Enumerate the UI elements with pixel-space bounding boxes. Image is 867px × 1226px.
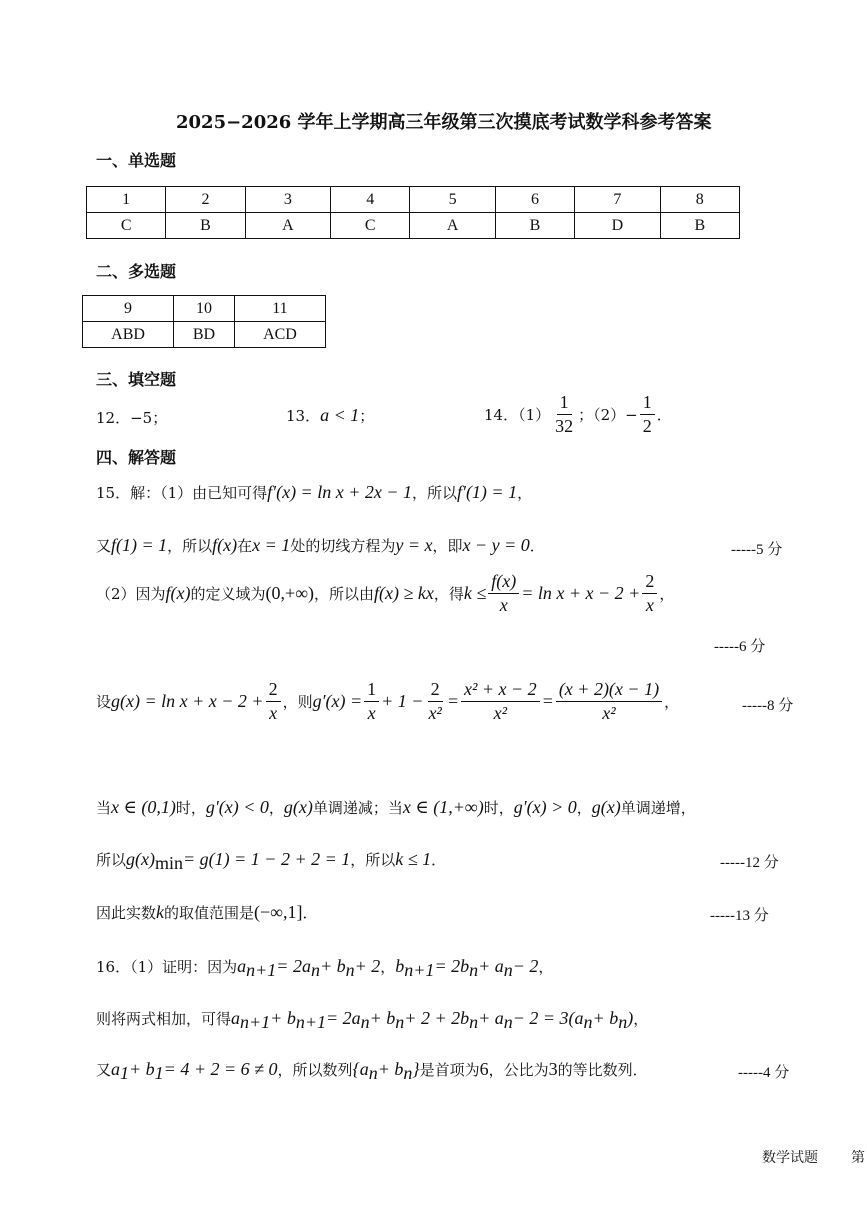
formula: y = x — [395, 535, 433, 555]
subscript: n — [618, 1012, 628, 1032]
score-mark: -----12 分 — [720, 855, 779, 871]
table-cell: B — [495, 213, 574, 239]
text: ， — [380, 958, 396, 976]
q15-line-7 — [96, 902, 318, 923]
text: 设 — [96, 692, 112, 711]
formula: {a — [352, 1059, 369, 1079]
fraction — [364, 679, 379, 723]
formula: + a — [478, 1008, 504, 1028]
answer-q13 — [286, 405, 374, 426]
formula: g′(x) > 0 — [513, 797, 577, 817]
section-solve: 四、解答题 — [96, 448, 177, 467]
subscript: n — [310, 960, 320, 980]
formula: x − y = 0 — [462, 535, 530, 555]
numerator: 2 — [642, 571, 657, 594]
table-cell: 9 — [83, 296, 174, 322]
text: 的取值范围是 — [164, 904, 255, 922]
numerator: 2 — [266, 679, 281, 702]
q14-end: ． — [656, 405, 672, 424]
answer-q12: 12．−5； — [96, 409, 168, 427]
formula: f(1) = 1 — [111, 535, 168, 555]
text: 15．解：（1）由已知可得 — [96, 484, 268, 502]
text: （2）因为 — [96, 584, 166, 603]
formula: + b — [129, 1059, 155, 1079]
formula: 6 — [479, 1059, 489, 1079]
section-fill-blank: 三、填空题 — [96, 370, 177, 389]
denominator: 2 — [642, 415, 652, 436]
answer-q14 — [484, 392, 672, 436]
fraction — [266, 679, 281, 723]
table-row — [83, 322, 326, 348]
formula: + b — [319, 956, 346, 976]
formula: b — [395, 956, 405, 976]
formula: + 2 + 2b — [404, 1008, 470, 1028]
text: 时， — [483, 799, 514, 817]
table-cell: C — [87, 213, 166, 239]
text: ，则 — [282, 692, 313, 711]
text: ， — [517, 484, 533, 502]
text: 则将两式相加，可得 — [96, 1010, 232, 1028]
formula: g(x) — [126, 849, 155, 869]
formula: + b — [377, 1059, 404, 1079]
numerator: 1 — [640, 392, 655, 415]
table-row — [87, 213, 740, 239]
single-choice-table — [86, 186, 740, 239]
text: ，所以由 — [314, 584, 375, 603]
denominator: x — [367, 702, 376, 723]
formula: (0,+∞) — [265, 582, 315, 603]
numerator: (x + 2)(x − 1) — [556, 679, 662, 702]
formula: a — [237, 956, 247, 976]
text: ，所以 — [167, 537, 213, 555]
text: 单调递减；当 — [312, 799, 403, 817]
text: 所以 — [96, 851, 127, 869]
formula: f(x) — [212, 535, 238, 555]
text: ，即 — [432, 537, 463, 555]
formula: g(x) = ln x + x − 2 + — [111, 690, 264, 711]
table-row — [83, 296, 326, 322]
formula: k ≤ 1 — [395, 849, 432, 869]
text: 在 — [237, 537, 253, 555]
table-cell: C — [331, 213, 410, 239]
numerator: x² + x − 2 — [461, 679, 540, 702]
table-cell: 10 — [174, 296, 235, 322]
subscript: n+1 — [246, 960, 277, 980]
subscript: n — [395, 1012, 405, 1032]
text: 是首项为 — [419, 1061, 480, 1079]
text: ，所以 — [411, 484, 457, 502]
q15-line-4 — [96, 679, 679, 723]
formula: a — [231, 1008, 241, 1028]
text: 又 — [96, 1061, 112, 1079]
formula: a — [111, 1059, 121, 1079]
q16-line-1 — [96, 956, 553, 981]
subscript: n — [503, 960, 513, 980]
formula: + b — [369, 1008, 396, 1028]
subscript: n — [583, 1012, 593, 1032]
denominator: x — [645, 594, 654, 615]
score-mark: -----13 分 — [710, 908, 769, 924]
denominator: x — [499, 594, 508, 615]
formula: k ≤ — [463, 582, 487, 603]
formula: = 2a — [276, 956, 311, 976]
formula: − 2 — [512, 956, 539, 976]
fraction — [488, 571, 519, 615]
formula: = g(1) = 1 − 2 + 2 = 1 — [183, 849, 351, 869]
formula: (−∞,1] — [254, 902, 303, 922]
formula: g′(x) < 0 — [205, 797, 269, 817]
fraction — [552, 392, 576, 436]
formula: − 2 = 3(a — [512, 1008, 584, 1028]
formula: = — [541, 690, 554, 711]
q13-label: 13． — [286, 407, 321, 425]
formula: ) — [627, 1008, 634, 1028]
numerator: 2 — [428, 679, 443, 702]
subscript: n — [469, 960, 479, 980]
subscript: n+1 — [295, 1012, 326, 1032]
table-cell: 4 — [331, 187, 410, 213]
q15-line-1 — [96, 482, 532, 503]
formula: g(x) — [591, 797, 621, 817]
table-row — [87, 187, 740, 213]
formula: = 2b — [434, 956, 470, 976]
subscript: n — [503, 1012, 513, 1032]
text: ， — [633, 1010, 649, 1028]
text: ，所以 — [350, 851, 396, 869]
formula: f(x) — [165, 582, 191, 603]
fraction — [556, 679, 662, 723]
table-cell: 5 — [410, 187, 495, 213]
text: 又 — [96, 537, 112, 555]
text: 的定义域为 — [190, 584, 266, 603]
formula: x = 1 — [252, 535, 291, 555]
text: ． — [302, 904, 318, 922]
text: 16．（1）证明：因为 — [96, 958, 238, 976]
q16-line-2 — [96, 1008, 648, 1033]
subscript: n+1 — [404, 960, 435, 980]
subscript: n — [403, 1063, 413, 1083]
subscript: n+1 — [240, 1012, 271, 1032]
q15-line-3 — [96, 571, 674, 615]
subscript: min — [155, 853, 184, 873]
table-cell: A — [410, 213, 495, 239]
score-mark: -----5 分 — [731, 542, 783, 558]
subscript: n — [360, 1012, 370, 1032]
formula: f′(x) = ln x + 2x − 1 — [267, 482, 412, 502]
table-cell: 11 — [234, 296, 325, 322]
score-mark: -----8 分 — [742, 698, 794, 714]
table-cell: 7 — [575, 187, 660, 213]
q15-line-5 — [96, 797, 696, 818]
formula: + 2 — [354, 956, 381, 976]
text: ． — [529, 537, 545, 555]
text: 时， — [175, 799, 206, 817]
text: 单调递增， — [620, 799, 696, 817]
formula: } — [412, 1059, 420, 1079]
formula: = — [446, 690, 459, 711]
multi-choice-table — [82, 295, 326, 348]
subscript: n — [368, 1063, 378, 1083]
fraction — [642, 571, 657, 615]
q13-expr: a < 1 — [320, 405, 360, 425]
q15-line-2 — [96, 535, 545, 556]
subscript: n — [345, 960, 355, 980]
formula: k — [156, 902, 165, 922]
formula: 3 — [548, 1059, 558, 1079]
denominator: 32 — [555, 415, 574, 436]
fraction — [425, 679, 444, 723]
denominator: x² — [428, 702, 442, 723]
score-mark: -----6 分 — [714, 639, 766, 655]
table-cell: BD — [174, 322, 235, 348]
subscript: 1 — [154, 1063, 164, 1083]
text: ， — [664, 692, 680, 711]
table-cell: ACD — [234, 322, 325, 348]
text: 的等比数列． — [557, 1061, 648, 1079]
footer-subject: 数学试题 — [762, 1150, 818, 1166]
numerator: 1 — [364, 679, 379, 702]
text: ，得 — [433, 584, 464, 603]
score-mark: -----4 分 — [738, 1065, 790, 1081]
table-cell: D — [575, 213, 660, 239]
formula: = 2a — [325, 1008, 361, 1028]
text: 处的切线方程为 — [290, 537, 396, 555]
formula: + 1 − — [381, 690, 424, 711]
footer-page: 第 — [851, 1150, 865, 1166]
formula: + b — [270, 1008, 296, 1028]
text: ． — [431, 851, 447, 869]
q14-mid: ；（2）− — [578, 405, 638, 424]
q16-line-3 — [96, 1059, 648, 1084]
formula: f(x) ≥ kx — [374, 582, 434, 603]
formula: + b — [592, 1008, 619, 1028]
text: ， — [268, 799, 284, 817]
table-cell: 1 — [87, 187, 166, 213]
q15-line-6 — [96, 849, 446, 874]
page-title: 2025−2026 学年上学期高三年级第三次摸底考试数学科参考答案 — [176, 112, 712, 133]
fraction — [640, 392, 655, 436]
table-cell: B — [660, 213, 739, 239]
text: ，公比为 — [488, 1061, 549, 1079]
subscript: n — [469, 1012, 479, 1032]
formula: g′(x) = — [312, 690, 363, 711]
table-cell: 8 — [660, 187, 739, 213]
formula: + a — [478, 956, 504, 976]
formula: g(x) — [283, 797, 313, 817]
q13-end: ； — [359, 407, 375, 425]
text: ， — [576, 799, 592, 817]
formula: x ∈ (1,+∞) — [402, 797, 484, 817]
formula: x ∈ (0,1) — [111, 797, 176, 817]
subscript: 1 — [120, 1063, 130, 1083]
fraction — [461, 679, 540, 723]
q14-head: 14．（1） — [484, 405, 551, 424]
text: ， — [538, 958, 554, 976]
numerator: f(x) — [488, 571, 519, 594]
table-cell: ABD — [83, 322, 174, 348]
table-cell: B — [166, 213, 245, 239]
section-multi-choice: 二、多选题 — [96, 262, 177, 281]
denominator: x² — [493, 702, 508, 723]
denominator: x² — [602, 702, 616, 723]
formula: = 4 + 2 = 6 ≠ 0 — [163, 1059, 278, 1079]
table-cell: A — [245, 213, 330, 239]
formula: f′(1) = 1 — [457, 482, 518, 502]
text: ， — [659, 584, 675, 603]
table-cell: 6 — [495, 187, 574, 213]
denominator: x — [269, 702, 278, 723]
section-single-choice: 一、单选题 — [96, 151, 177, 170]
text: ，所以数列 — [277, 1061, 353, 1079]
formula: = ln x + x − 2 + — [521, 582, 641, 603]
text: 因此实数 — [96, 904, 157, 922]
text: 当 — [96, 799, 112, 817]
table-cell: 2 — [166, 187, 245, 213]
table-cell: 3 — [245, 187, 330, 213]
numerator: 1 — [557, 392, 572, 415]
